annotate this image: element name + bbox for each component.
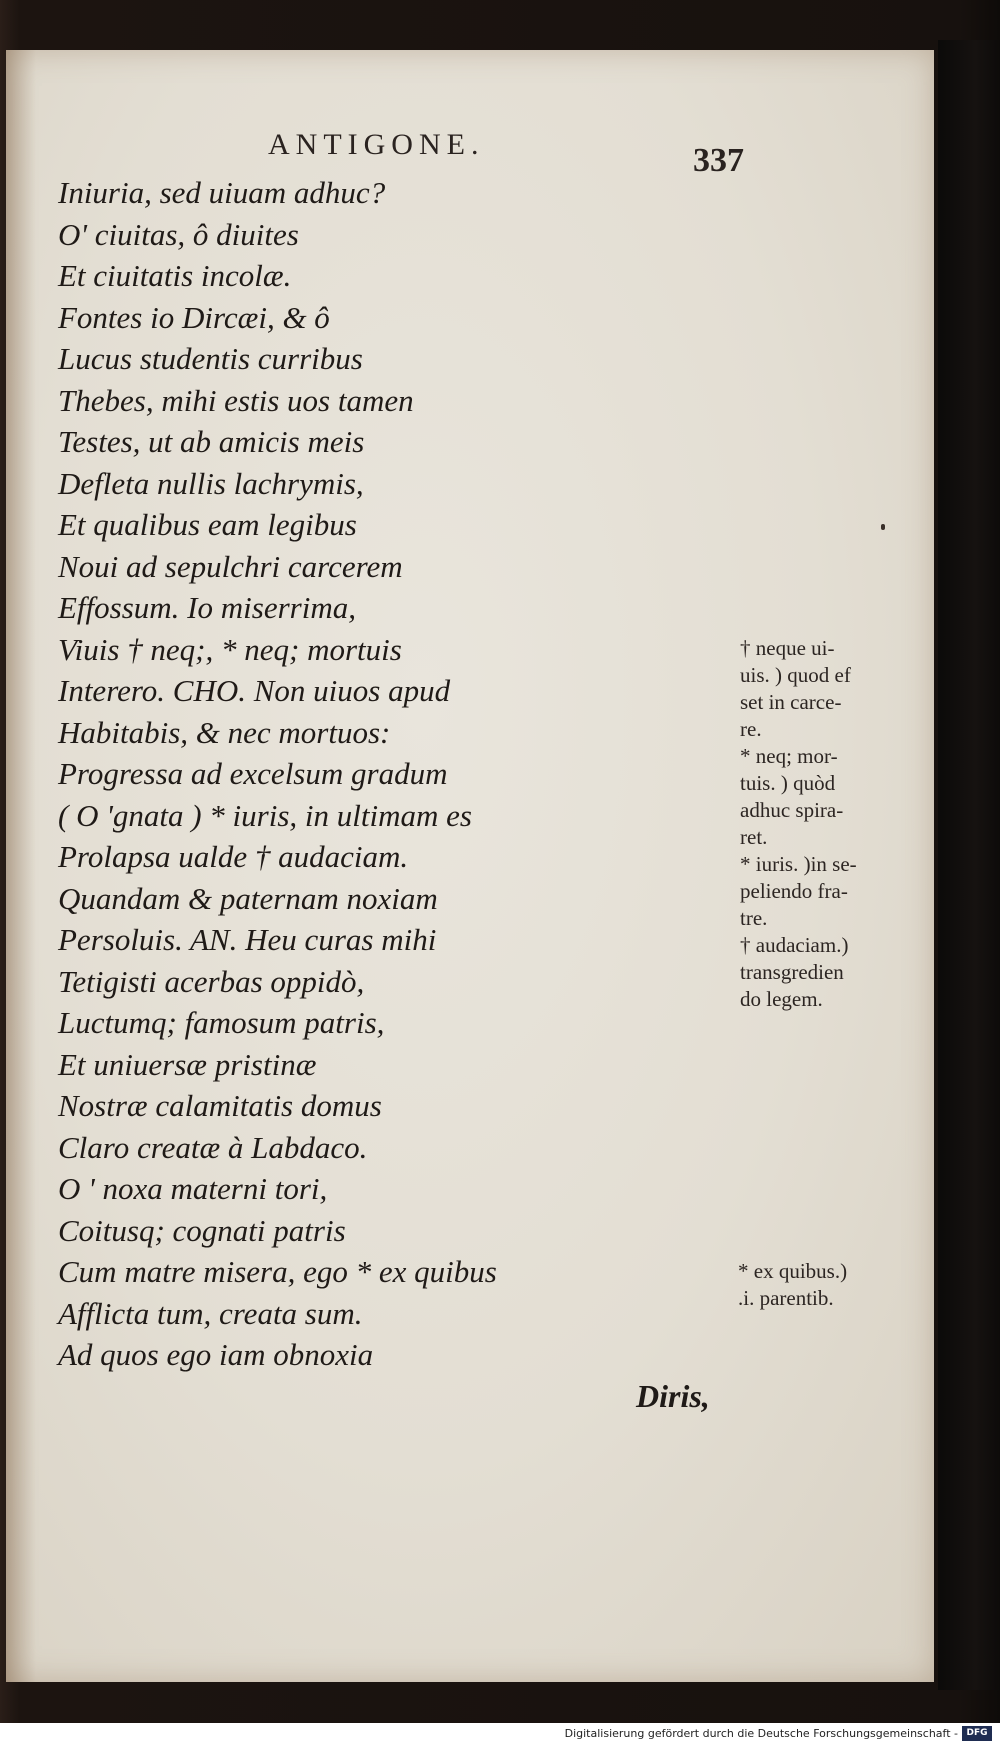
verse-line: O ' noxa materni tori, bbox=[58, 1171, 328, 1206]
gloss-line: set in carce- bbox=[740, 690, 842, 714]
gloss-line: tuis. ) quòd bbox=[740, 771, 836, 795]
verse-line: Luctumq; famosum patris, bbox=[58, 1005, 385, 1040]
verse-line: Tetigisti acerbas oppidò, bbox=[58, 963, 365, 999]
verse-line: Nostræ calamitatis domus bbox=[58, 1088, 382, 1123]
dfg-logo: DFG bbox=[962, 1726, 992, 1741]
gloss-line: * iuris. )in se- bbox=[740, 852, 857, 876]
verse-line: Lucus studentis curribus bbox=[58, 341, 363, 376]
gloss-line: † neque ui- bbox=[740, 636, 835, 660]
gloss-line: ret. bbox=[740, 825, 768, 849]
verse-text bbox=[58, 172, 698, 1376]
verse-line: Claro creatæ à Labdaco. bbox=[58, 1129, 368, 1165]
verse-line: Noui ad sepulchri carcerem bbox=[58, 548, 403, 584]
verse-line: Fontes io Dircæi, & ô bbox=[58, 299, 330, 335]
book-spine-edge bbox=[938, 40, 1000, 1690]
page-number: 337 bbox=[693, 142, 744, 179]
gloss-line: peliendo fra- bbox=[740, 879, 848, 903]
gloss-line: .i. parentib. bbox=[738, 1286, 834, 1310]
verse-line: Defleta nullis lachrymis, bbox=[58, 465, 364, 501]
verse-line: Persoluis. AN. Heu curas mihi bbox=[58, 922, 437, 957]
funding-credit: Digitalisierung gefördert durch die Deutsche Forschungsgemeinschaft - bbox=[564, 1727, 958, 1740]
marginal-gloss-top bbox=[740, 635, 940, 1013]
gloss-line: † audaciam.) bbox=[740, 933, 849, 957]
verse-line: Et uniuersæ pristinæ bbox=[58, 1046, 317, 1082]
gloss-line: uis. ) quod ef bbox=[740, 663, 851, 687]
verse-line: Coitusq; cognati patris bbox=[58, 1212, 346, 1248]
verse-line: Progressa ad excelsum gradum bbox=[58, 756, 448, 791]
gloss-line: do legem. bbox=[740, 987, 823, 1011]
verse-line: Habitabis, & nec mortuos: bbox=[58, 714, 391, 750]
catchword: Diris, bbox=[636, 1378, 710, 1414]
ink-speck bbox=[881, 524, 885, 530]
marginal-gloss-bottom bbox=[738, 1258, 938, 1312]
verse-line: Prolapsa ualde † audaciam. bbox=[58, 839, 409, 874]
verse-line: Cum matre misera, ego * ex quibus bbox=[58, 1254, 497, 1289]
verse-line: ( O 'gnata ) * iuris, in ultimam es bbox=[58, 797, 472, 833]
running-head: ANTIGONE. bbox=[268, 128, 485, 161]
verse-line: Iniuria, sed uiuam adhuc? bbox=[58, 175, 386, 210]
gloss-line: * neq; mor- bbox=[740, 744, 838, 768]
verse-line: Interero. CHO. Non uiuos apud bbox=[58, 673, 451, 708]
verse-line: Et ciuitatis incolæ. bbox=[58, 258, 292, 293]
verse-line: Thebes, mihi estis uos tamen bbox=[58, 382, 414, 418]
verse-line: Et qualibus eam legibus bbox=[58, 507, 357, 542]
verse-line: O' ciuitas, ô diuites bbox=[58, 216, 299, 252]
verse-line: Effossum. Io miserrima, bbox=[58, 590, 356, 625]
verse-line: Quandam & paternam noxiam bbox=[58, 880, 438, 916]
gloss-line: * ex quibus.) bbox=[738, 1259, 848, 1283]
gloss-line: adhuc spira- bbox=[740, 798, 844, 822]
verse-line: Viuis † neq;, * neq; mortuis bbox=[58, 631, 402, 667]
verse-line: Afflicta tum, creata sum. bbox=[58, 1295, 363, 1331]
verse-line: Testes, ut ab amicis meis bbox=[58, 424, 365, 459]
gloss-line: tre. bbox=[740, 906, 768, 930]
verse-line: Ad quos ego iam obnoxia bbox=[58, 1337, 374, 1372]
gloss-line: transgredien bbox=[740, 960, 844, 984]
gloss-line: re. bbox=[740, 717, 762, 741]
